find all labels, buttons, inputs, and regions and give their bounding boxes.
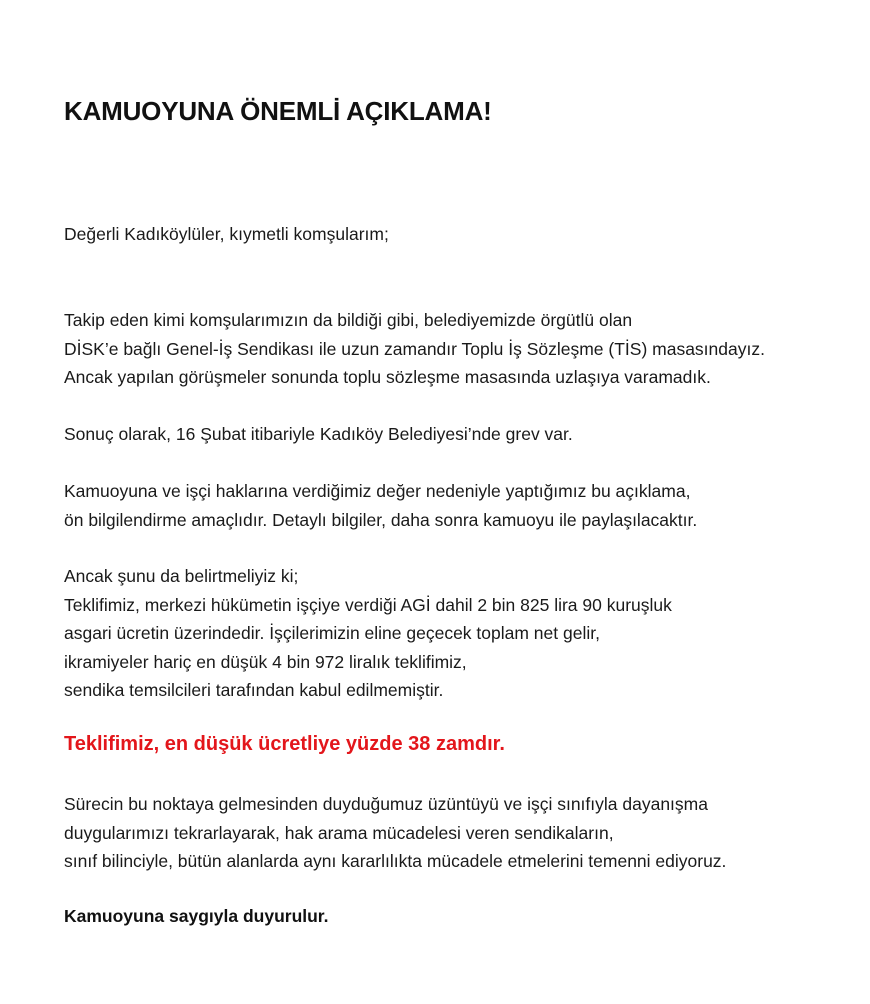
closing-line: Kamuoyuna saygıyla duyurulur.	[64, 906, 329, 926]
paragraph-line: sendika temsilcileri tarafından kabul edilmemiştir.	[64, 680, 444, 700]
paragraph-tis-negotiation	[64, 306, 765, 392]
paragraph-line: Kamuoyuna ve işçi haklarına verdiğimiz değer nedeniyle yaptığımız bu açıklama,	[64, 481, 691, 501]
paragraph-line: duygularımızı tekrarlayarak, hak arama mücadelesi veren sendikaların,	[64, 822, 614, 843]
paragraph-offer-details	[64, 562, 672, 705]
paragraph-line: DİSK’e bağlı Genel-İş Sendikası ile uzun zamandır Toplu İş Sözleşme (TİS) masasındayız.	[64, 338, 765, 359]
paragraph-line: Takip eden kimi komşularımızın da bildiği gibi, belediyemizde örgütlü olan	[64, 310, 633, 330]
document-title: KAMUOYUNA ÖNEMLİ AÇIKLAMA!	[64, 96, 492, 126]
paragraph-line: Ancak yapılan görüşmeler sonunda toplu sözleşme masasında uzlaşıya varamadık.	[64, 367, 711, 387]
paragraph-line: ikramiyeler hariç en düşük 4 bin 972 liralık teklifimiz,	[64, 651, 467, 672]
paragraph-line: asgari ücretin üzerindedir. İşçilerimizin eline geçecek toplam net gelir,	[64, 623, 600, 643]
paragraph-line: Teklifimiz, merkezi hükümetin işçiye verdiği AGİ dahil 2 bin 825 lira 90 kuruşluk	[64, 594, 672, 615]
paragraph-line: sınıf bilinciyle, bütün alanlarda aynı kararlılıkta mücadele etmelerini temenni ediyoruz.	[64, 851, 727, 871]
paragraph-line: Sürecin bu noktaya gelmesinden duyduğumuz üzüntüyü ve işçi sınıfıyla dayanışma	[64, 794, 708, 814]
paragraph-solidarity	[64, 790, 726, 876]
paragraph-line: Ancak şunu da belirtmeliyiz ki;	[64, 566, 299, 586]
paragraph-line: ön bilgilendirme amaçlıdır. Detaylı bilgiler, daha sonra kamuoyu ile paylaşılacaktır.	[64, 509, 698, 530]
highlight-statement: Teklifimiz, en düşük ücretliye yüzde 38 zamdır.	[64, 733, 505, 755]
greeting: Değerli Kadıköylüler, kıymetli komşularım;	[64, 224, 389, 244]
paragraph-line: Sonuç olarak, 16 Şubat itibariyle Kadıköy Belediyesi’nde grev var.	[64, 424, 573, 444]
paragraph-strike-notice	[64, 420, 573, 449]
paragraph-information	[64, 477, 697, 534]
